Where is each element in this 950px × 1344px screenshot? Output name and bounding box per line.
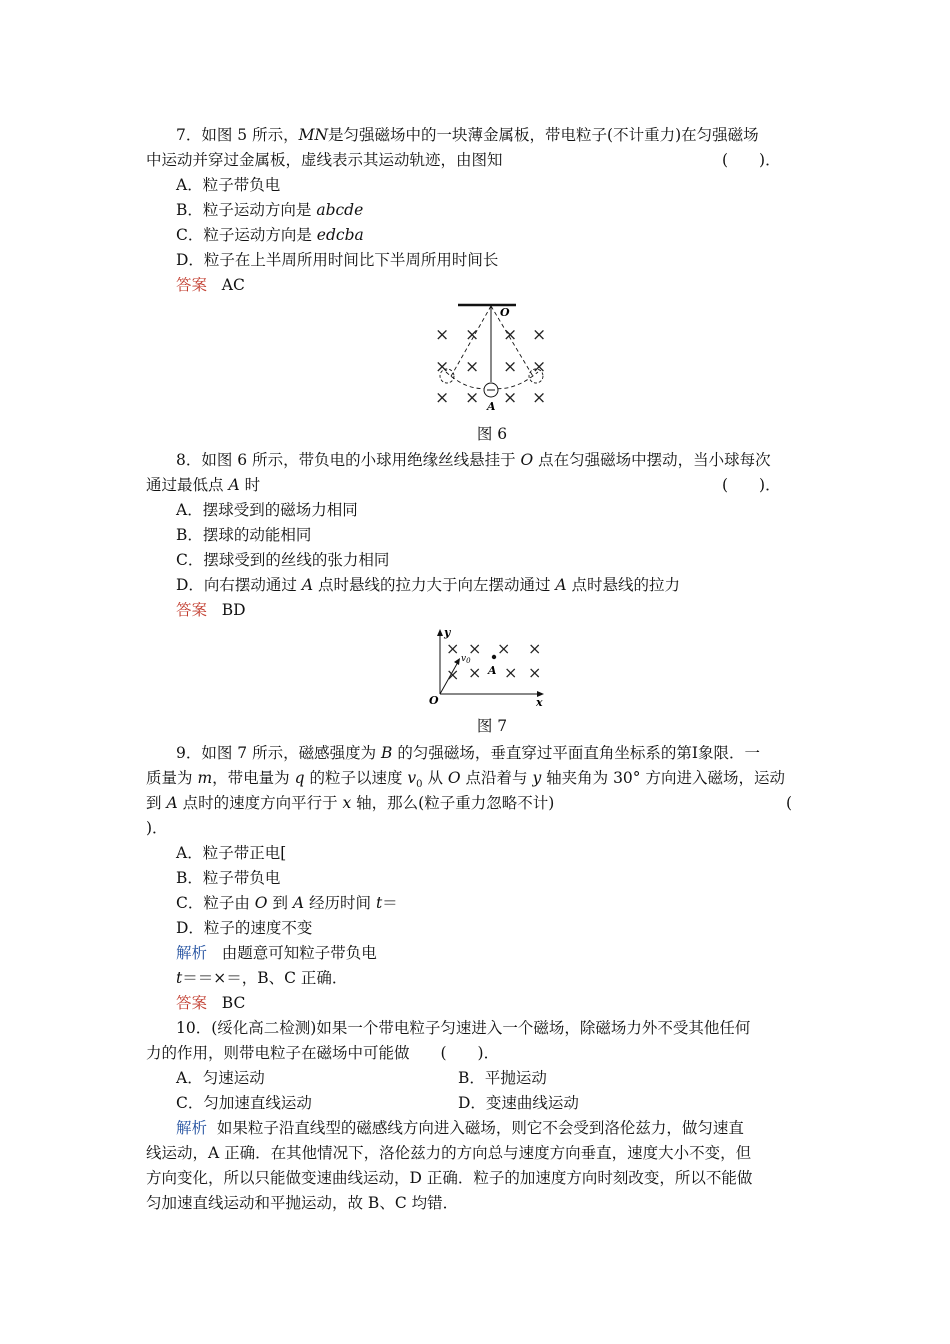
field-cross: × [504,663,518,682]
q9-stem-line3: 到 A 点时的速度方向平行于 x 轴，那么(粒子重力忽略不计) [146,794,555,812]
figure-7-diagram [424,624,550,708]
field-cross: × [532,325,547,345]
field-cross: × [465,357,480,377]
q7-option-b: B．粒子运动方向是 abcde [176,201,364,219]
q8-stem-line2: 通过最低点 A 时 [146,476,261,494]
field-cross: × [435,325,450,345]
q10-analysis-line2: 线运动，A 正确．在其他情况下，洛伦兹力的方向总与速度方向垂直，速度大小不变，但 [146,1144,752,1162]
field-cross: × [446,665,460,684]
field-cross: × [532,357,547,377]
q7-stem-line1: 7．如图 5 所示，MN是匀强磁场中的一块薄金属板，带电粒子(不计重力)在匀强磁场 [176,126,759,144]
field-cross: × [503,388,518,408]
q8-option-b: B．摆球的动能相同 [176,526,312,544]
label-v0: $v_0$ [461,654,471,665]
q8-answer: 答案 BD [176,601,246,619]
q10-stem-line2: 力的作用，则带电粒子在磁场中可能做 ( )． [146,1044,500,1062]
figure-7-caption: 图 7 [476,717,508,735]
q10-analysis-line3: 方向变化，所以只能做变速曲线运动，D 正确．粒子的加速度方向时刻改变，所以不能做 [146,1169,753,1187]
q8-option-c: C．摆球受到的丝线的张力相同 [176,551,390,569]
label-A: A [488,664,497,677]
label-O: O [500,306,510,319]
q10-stem-line1: 10．(绥化高二检测)如果一个带电粒子匀速进入一个磁场，除磁场力外不受其他任何 [176,1019,751,1037]
figure-6-caption: 图 6 [476,425,508,443]
q9-option-b: B．粒子带负电 [176,869,281,887]
q10-option-d: D．变速曲线运动 [458,1094,579,1112]
q7-stem-line2: 中运动并穿过金属板，虚线表示其运动轨迹，由图知 [146,151,503,169]
q9-stem-line1: 9．如图 7 所示，磁感强度为 B 的匀强磁场，垂直穿过平面直角坐标系的第Ⅰ象限．一 [176,744,760,762]
label-y: y [444,626,451,639]
q9-option-d: D．粒子的速度不变 [176,919,313,937]
field-cross: × [446,639,460,658]
q9-answer: 答案 BC [176,994,246,1012]
q10-option-c: C．匀加速直线运动 [176,1094,312,1112]
field-cross: × [465,388,480,408]
field-cross: × [528,639,542,658]
q10-analysis-line4: 匀加速直线运动和平抛运动，故 B、C 均错． [146,1194,459,1212]
field-cross: × [528,663,542,682]
q8-option-a: A．摆球受到的磁场力相同 [176,501,358,519]
q9-analysis-formula: t＝＝×＝，B、C 正确． [176,969,348,987]
field-cross: × [497,639,511,658]
q9-analysis: 解析 由题意可知粒子带负电 [176,944,377,962]
q7-option-a: A．粒子带负电 [176,176,281,194]
field-cross: × [468,663,482,682]
q9-stem-line2: 质量为 m，带电量为 q 的粒子以速度 $v_0$ 从 O 点沿着与 y 轴夹角为 30° 方向进入磁场，运动 [146,769,785,791]
q10-option-a: A．匀速运动 [176,1069,265,1087]
q9-answer-paren-open: ( [786,794,793,812]
figure-6-diagram [428,300,553,416]
q8-stem-line1: 8．如图 6 所示，带负电的小球用绝缘丝线悬挂于 O 点在匀强磁场中摆动，当小球每次 [176,451,771,469]
point-A [492,655,496,659]
label-A: A [487,400,496,413]
field-cross: × [532,388,547,408]
q9-answer-paren-close: )． [146,819,168,837]
field-cross: × [468,639,482,658]
y-axis-arrow [437,629,443,636]
field-cross: × [503,357,518,377]
q10-option-b: B．平抛运动 [458,1069,547,1087]
q9-option-c: C．粒子由 O 到 A 经历时间 t＝ [176,894,398,912]
field-cross: × [435,388,450,408]
field-cross: × [465,325,480,345]
q9-option-a: A．粒子带正电[ [176,844,287,862]
q10-analysis-line1: 解析 如果粒子沿直线型的磁感线方向进入磁场，则它不会受到洛伦兹力，做匀速直 [176,1119,744,1137]
label-x: x [536,696,543,708]
q8-answer-paren: ( )． [722,476,781,494]
label-O: O [429,694,439,707]
field-cross: × [435,357,450,377]
q7-answer: 答案 AC [176,276,245,294]
q7-answer-paren: ( )． [722,151,781,169]
q7-option-d: D．粒子在上半周所用时间比下半周所用时间长 [176,251,499,269]
q8-option-d: D．向右摆动通过 A 点时悬线的拉力大于向左摆动通过 A 点时悬线的拉力 [176,576,681,594]
q7-option-c: C．粒子运动方向是 edcba [176,226,364,244]
field-cross: × [503,325,518,345]
